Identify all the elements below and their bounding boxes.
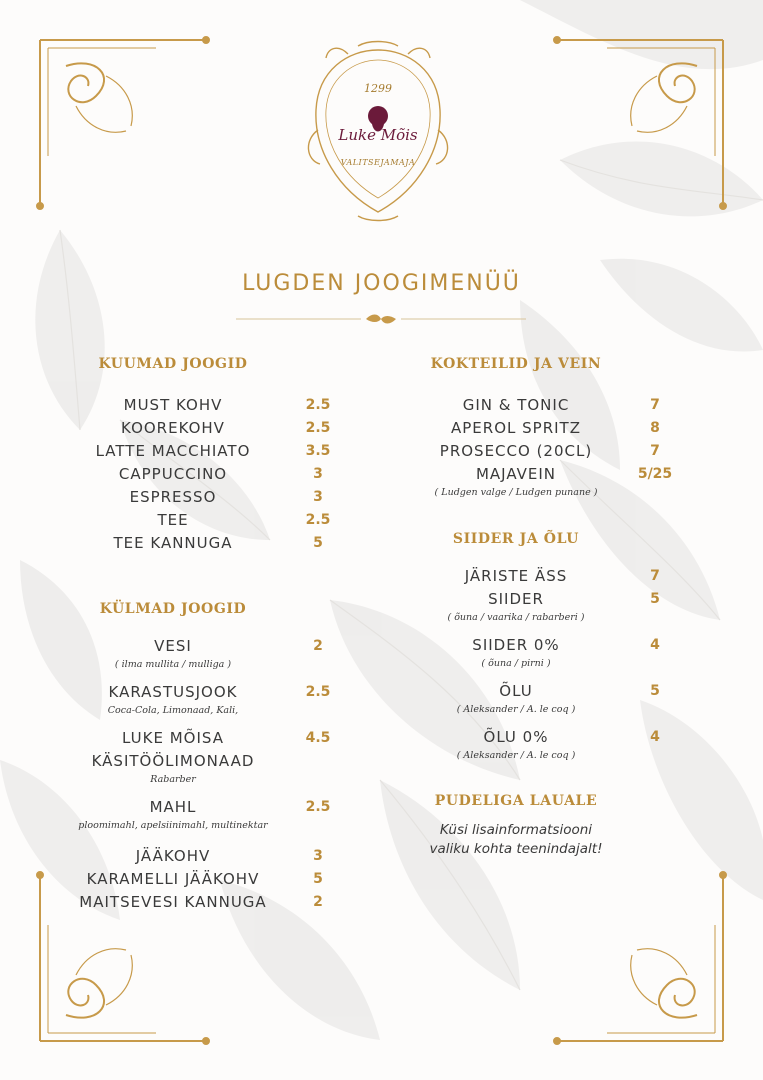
menu-item <box>68 532 340 555</box>
item-price: 5 <box>650 683 660 699</box>
menu-item <box>68 845 340 868</box>
menu-item <box>68 394 340 417</box>
corner-ornament-top-left <box>36 36 211 211</box>
item-name: KOOREKOHV <box>121 419 225 437</box>
item-price: 4.5 <box>305 730 331 746</box>
item-name: SIIDER <box>488 590 544 608</box>
item-name: TEE <box>157 511 189 529</box>
menu-item-continued <box>68 750 340 773</box>
item-note: ( Aleksander / A. le coq ) <box>456 704 576 715</box>
item-name: LATTE MACCHIATO <box>95 442 251 460</box>
item-name: APEROL SPRITZ <box>451 419 581 437</box>
menu-item <box>412 394 684 417</box>
item-name: ÕLU <box>499 682 533 700</box>
menu-item <box>412 588 684 611</box>
item-note: ( õuna / pirni ) <box>481 658 551 669</box>
section-heading-hot-drinks: KUUMAD JOOGID <box>98 356 248 372</box>
item-price: 5/25 <box>637 466 673 482</box>
item-name: TEE KANNUGA <box>113 534 233 552</box>
menu-item <box>412 634 684 657</box>
item-price: 2.5 <box>305 684 331 700</box>
item-name: KÄSITÖÖLIMONAAD <box>91 752 255 770</box>
item-price: 2.5 <box>305 512 331 528</box>
logo-brand: Luke Mõis <box>338 126 418 144</box>
section-heading-bottle: PUDELIGA LAUALE <box>434 793 598 809</box>
item-price: 2.5 <box>305 799 331 815</box>
item-name: JÄRISTE ÄSS <box>464 567 568 585</box>
item-price: 3.5 <box>305 443 331 459</box>
item-name: JÄÄKOHV <box>135 847 211 865</box>
menu-item <box>412 680 684 703</box>
menu-item <box>68 891 340 914</box>
info-line: valiku kohta teenindajalt! <box>429 841 603 857</box>
item-price: 2.5 <box>305 420 331 436</box>
item-price: 7 <box>650 443 660 459</box>
menu-item <box>412 417 684 440</box>
item-price: 4 <box>650 637 660 653</box>
item-name: MAHL <box>149 798 197 816</box>
logo-year: 1299 <box>364 82 392 95</box>
item-price: 5 <box>650 591 660 607</box>
corner-ornament-top-right <box>552 36 727 211</box>
menu-item <box>412 726 684 749</box>
item-note: ( õuna / vaarika / rabarberi ) <box>447 612 585 623</box>
item-price: 2.5 <box>305 397 331 413</box>
item-price: 7 <box>650 397 660 413</box>
item-name: MUST KOHV <box>123 396 223 414</box>
item-price: 4 <box>650 729 660 745</box>
menu-item <box>68 417 340 440</box>
menu-item <box>68 440 340 463</box>
menu-item <box>412 463 684 486</box>
menu-item <box>68 635 340 658</box>
item-price: 7 <box>650 568 660 584</box>
left-column <box>68 356 340 914</box>
item-price: 3 <box>313 466 323 482</box>
menu-item <box>68 868 340 891</box>
section-heading-cider-beer: SIIDER JA ÕLU <box>452 531 580 547</box>
menu-item <box>412 440 684 463</box>
logo <box>298 40 458 225</box>
item-note: ( Ludgen valge / Ludgen punane ) <box>434 487 598 498</box>
menu-item <box>68 509 340 532</box>
menu-item <box>412 565 684 588</box>
item-name: CAPPUCCINO <box>118 465 228 483</box>
item-name: KARASTUSJOOK <box>108 683 238 701</box>
section-heading-cold-drinks: KÜLMAD JOOGID <box>99 601 247 617</box>
section-heading-cocktails: KOKTEILID JA VEIN <box>430 356 602 372</box>
menu-item <box>68 796 340 819</box>
title-divider <box>236 312 526 326</box>
item-price: 5 <box>313 871 323 887</box>
item-note: ( Aleksander / A. le coq ) <box>456 750 576 761</box>
menu-item <box>68 486 340 509</box>
right-column <box>412 356 684 859</box>
item-name: PROSECCO (20CL) <box>439 442 593 460</box>
item-name: KARAMELLI JÄÄKOHV <box>86 870 260 888</box>
item-name: GIN & TONIC <box>462 396 570 414</box>
item-name: ÕLU 0% <box>483 728 549 746</box>
item-price: 8 <box>650 420 660 436</box>
item-name: ESPRESSO <box>129 488 217 506</box>
menu-item <box>68 727 340 750</box>
item-note: ploomimahl, apelsiinimahl, multinektar <box>78 820 268 831</box>
menu-item <box>68 463 340 486</box>
item-price: 3 <box>313 489 323 505</box>
item-price: 5 <box>313 535 323 551</box>
item-name: LUKE MÕISA <box>122 729 224 747</box>
item-name: MAJAVEIN <box>475 465 557 483</box>
item-name: VESI <box>154 637 192 655</box>
info-line: Küsi lisainformatsiooni <box>439 822 593 838</box>
item-note: Coca-Cola, Limonaad, Kali, <box>107 705 239 716</box>
menu-item <box>68 681 340 704</box>
item-name: SIIDER 0% <box>472 636 560 654</box>
item-price: 2 <box>313 638 323 654</box>
item-note: Rabarber <box>150 774 196 785</box>
logo-subtitle: VALITSEJAMAJA <box>340 158 416 167</box>
item-price: 2 <box>313 894 323 910</box>
page-title: LUGDEN JOOGIMENÜÜ <box>242 270 521 296</box>
item-note: ( ilma mullita / mulliga ) <box>114 659 232 670</box>
corner-ornament-bottom-right <box>552 870 727 1045</box>
item-price: 3 <box>313 848 323 864</box>
item-name: MAITSEVESI KANNUGA <box>79 893 267 911</box>
